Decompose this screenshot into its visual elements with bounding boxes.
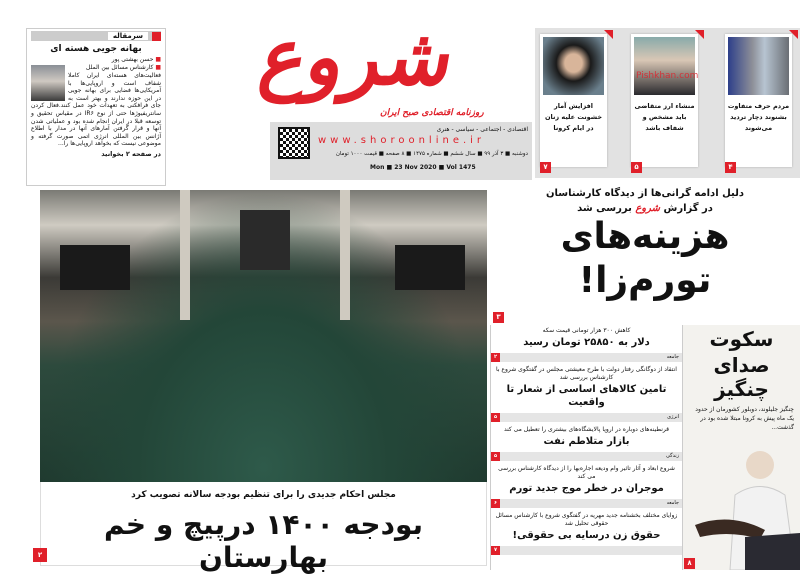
photo-detail: [340, 190, 350, 320]
teaser-title: منشاء ارز متقاضی باید مشخص و شفاف باشد: [634, 102, 695, 132]
website-url[interactable]: www.shoroonline.ir: [318, 135, 486, 146]
news-item[interactable]: [491, 463, 682, 497]
page-badge: ۸: [684, 558, 695, 569]
teaser-card[interactable]: [540, 34, 607, 171]
news-item[interactable]: [491, 510, 682, 544]
editorial-body: فعالیت‌های هسته‌ای ایران کاملا شفاف است و اروپایی‌ها با آمریکایی‌ها فضایی برای بهانه جویی در این حوزه ندارند و بهتر است به جای فرافکنی به تعهدات خود عمل کنند.فعال کردن سانتریفیوژها حتی از نوع IR۶ در مقیاس تحقیق و توسعه قبلا در ایران انجام شده بود و عملیاتی شدن آنها و قرار گرفتن آمارهای آنها در مدار با اطلاع آژانس بین المللی انرژی اتمی صورت گرفته و موضوعی نیست که بخواهد اروپایی‌ها را...: [31, 72, 161, 148]
news-headline: دلار به ۲۵۸۵۰ تومان رسید: [523, 337, 650, 348]
read-more-link[interactable]: در صفحه ۲ بخوانید: [101, 149, 161, 158]
news-item[interactable]: [491, 325, 682, 351]
kicker-text: در گزارش: [663, 203, 713, 214]
photo-detail: [180, 190, 190, 320]
news-kicker: قرنطینه‌های دوباره در اروپا پالایشگاه‌های بیشتری را تعطیل می کند: [503, 426, 670, 433]
teaser-title: مردم حرف متفاوت بشنوند دچار تردید می‌شوند: [727, 102, 790, 132]
page-badge: ۲: [33, 548, 47, 562]
news-kicker: زوایای مختلف بخشنامه جدید مهریه در گفتگوی شروع با کارشناس مسائل حقوقی تحلیل شد: [495, 512, 678, 527]
section-label: جامعه: [666, 500, 679, 506]
page-badge: ۵: [631, 162, 642, 173]
lead-kicker: دلیل ادامه گرانی‌ها از دیدگاه کارشناسان: [545, 188, 744, 199]
inline-logo: شروع: [635, 203, 661, 214]
corner-marker: [789, 30, 798, 39]
news-headline: بازار متلاطم نفت: [543, 436, 630, 447]
lead-kicker-2: [490, 203, 800, 214]
chengiz-photo: [690, 445, 800, 570]
news-item[interactable]: [491, 424, 682, 450]
main-headline[interactable]: بودجه ۱۴۰۰ درپیچ و خم بهارستان: [103, 508, 424, 574]
page-badge: ۴: [725, 162, 736, 173]
tagline: روزنامه اقتصادی صبح ایران: [380, 108, 484, 118]
page-badge: ۷: [540, 162, 551, 173]
teaser-photo: [728, 37, 789, 95]
news-kicker: شروع ابعاد و آثار تاثیر وام ودیعه اجاره‌بها را از دیدگاه کارشناس بررسی می کند: [498, 465, 675, 480]
photo-detail: [60, 245, 130, 290]
news-headline: تامین کالاهای اساسی از شعار تا واقعیت: [506, 384, 667, 408]
news-kicker: انتقاد از دوگانگی رفتار دولت با طرح معیشتی مجلس در گفتگوی شروع با کارشناس بررسی شد: [496, 366, 677, 381]
author-role: ■ کارشناس مسائل بین الملل: [31, 64, 161, 72]
page-badge: ۲: [491, 353, 500, 362]
news-item[interactable]: [491, 364, 682, 411]
main-kicker: مجلس احکام جدیدی را برای تنظیم بودجه سالانه تصویب کرد: [131, 490, 396, 500]
corner-marker: [604, 30, 613, 39]
lead-headline-line2: تورم‌زا!: [578, 260, 712, 301]
qr-code-icon: [278, 127, 310, 159]
section-icon: [152, 32, 161, 41]
page-badge: ۵: [491, 413, 500, 422]
section-label: سرمقاله: [108, 32, 148, 40]
teaser-photo: [543, 37, 604, 95]
editorial-title[interactable]: بهانه جویی هسته ای: [50, 44, 142, 54]
kicker-text: بررسی شد: [577, 203, 632, 214]
page-badge: ۳: [493, 312, 504, 323]
page-badge: ۶: [491, 499, 500, 508]
side-headline-line2: صدای چنگیز: [713, 353, 770, 401]
photo-detail: [395, 245, 465, 290]
side-headline-line1: سکوت: [709, 327, 774, 351]
news-column: [490, 325, 683, 570]
lead-headline-line1: هزینه‌های: [560, 216, 730, 257]
editorial-header: [31, 31, 161, 41]
lead-story[interactable]: [490, 185, 800, 320]
editorial-author: ■ حسن بهشتی پور: [31, 56, 161, 64]
teaser-card[interactable]: [725, 34, 792, 171]
parliament-photo[interactable]: [40, 190, 487, 482]
news-headline: موجران در خطر موج جدید تورم: [509, 483, 664, 494]
photo-detail: [240, 210, 290, 270]
teaser-card[interactable]: [631, 34, 699, 171]
section-label: انرژی: [667, 414, 679, 420]
news-headline: حقوق زن درسایه بی حقوقی!: [512, 530, 661, 541]
date-english: Mon ■ 23 Nov 2020 ■ Vol 1475: [370, 164, 476, 171]
date-persian: دوشنبه ■ ۳ آذر ۹۹ ■ سال ششم ■ شماره ۱۴۷۵ ■ ۸ صفحه ■ قیمت ۱۰۰۰ تومان: [335, 151, 528, 157]
news-kicker: کاهش ۳۰۰ هزار تومانی قیمت سکه: [542, 327, 631, 334]
page-badge: ۷: [491, 546, 500, 555]
section-label: جامعه: [666, 354, 679, 360]
section-label: زندگی: [666, 453, 679, 459]
corner-marker: [695, 30, 704, 39]
page-badge: ۵: [491, 452, 500, 461]
section-divider: [491, 452, 682, 461]
watermark: Pishkhan.com: [636, 71, 699, 81]
teaser-title: افزایش آمار خشونت علیه زنان در ایام کرونا: [544, 102, 603, 132]
newspaper-logo: شروع: [253, 12, 462, 103]
section-divider: [491, 353, 682, 362]
editorial-box: [26, 28, 166, 186]
section-divider: [491, 413, 682, 422]
author-photo: [31, 65, 65, 101]
sections-line: اقتصادی - اجتماعی - سیاسی - هنری: [436, 126, 528, 133]
section-divider: [491, 499, 682, 508]
section-divider: [491, 546, 682, 555]
side-body: چنگیز جلیلوند، دوبلور کشورمان از حدود یک ماه پیش به کرونا مبتلا شده بود در گذشت...: [695, 406, 794, 431]
teaser-photo: [634, 37, 699, 95]
